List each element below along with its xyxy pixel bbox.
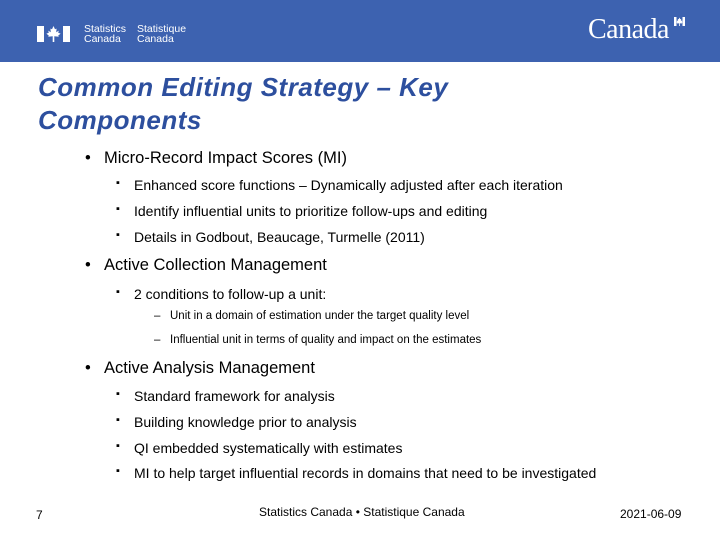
- bullet-level2: ▪ Enhanced score functions – Dynamically adjusted after each iteration: [134, 177, 563, 193]
- signature-line: Statistics: [84, 23, 127, 35]
- bullet-level1: • Micro-Record Impact Scores (MI): [104, 149, 347, 168]
- bullet-level2: ▪ QI embedded systematically with estimates: [134, 440, 402, 456]
- bullet-level2: ▪ Identify influential units to prioritize follow-ups and editing: [134, 203, 487, 219]
- title-line: Components: [38, 105, 202, 135]
- footer-agency-text: Statistics Canada • Statistique Canada: [259, 505, 465, 519]
- canada-wordmark: [588, 14, 688, 48]
- canada-flag-icon: [37, 26, 70, 42]
- signature-line: Canada: [84, 33, 121, 45]
- agency-signature-french: [137, 24, 186, 44]
- bullet-level2: ▪ 2 conditions to follow-up a unit:: [134, 286, 326, 302]
- wordmark-flag-icon: [674, 17, 685, 26]
- signature-line: Statistique: [137, 23, 187, 35]
- bullet-level1: • Active Analysis Management: [104, 359, 315, 378]
- page-number: 7: [36, 508, 43, 522]
- slide-title: [38, 71, 678, 137]
- wordmark-text: Canada: [588, 14, 669, 45]
- bullet-level2: ▪ Standard framework for analysis: [134, 388, 335, 404]
- bullet-level2: ▪ Details in Godbout, Beaucage, Turmelle (2011): [134, 229, 425, 245]
- footer-date: 2021-06-09: [620, 507, 682, 521]
- signature-line: Canada: [137, 33, 174, 45]
- agency-signature-english: [84, 24, 126, 44]
- header-banner: [0, 0, 720, 62]
- bullet-level3: – Influential unit in terms of quality and impact on the estimates: [170, 334, 481, 346]
- bullet-level1: • Active Collection Management: [104, 256, 327, 275]
- bullet-level3: – Unit in a domain of estimation under the target quality level: [170, 310, 469, 322]
- title-line: Common Editing Strategy – Key: [38, 72, 449, 102]
- bullet-level2: ▪ Building knowledge prior to analysis: [134, 414, 357, 430]
- bullet-level2: ▪ MI to help target influential records in domains that need to be investigated: [134, 465, 596, 481]
